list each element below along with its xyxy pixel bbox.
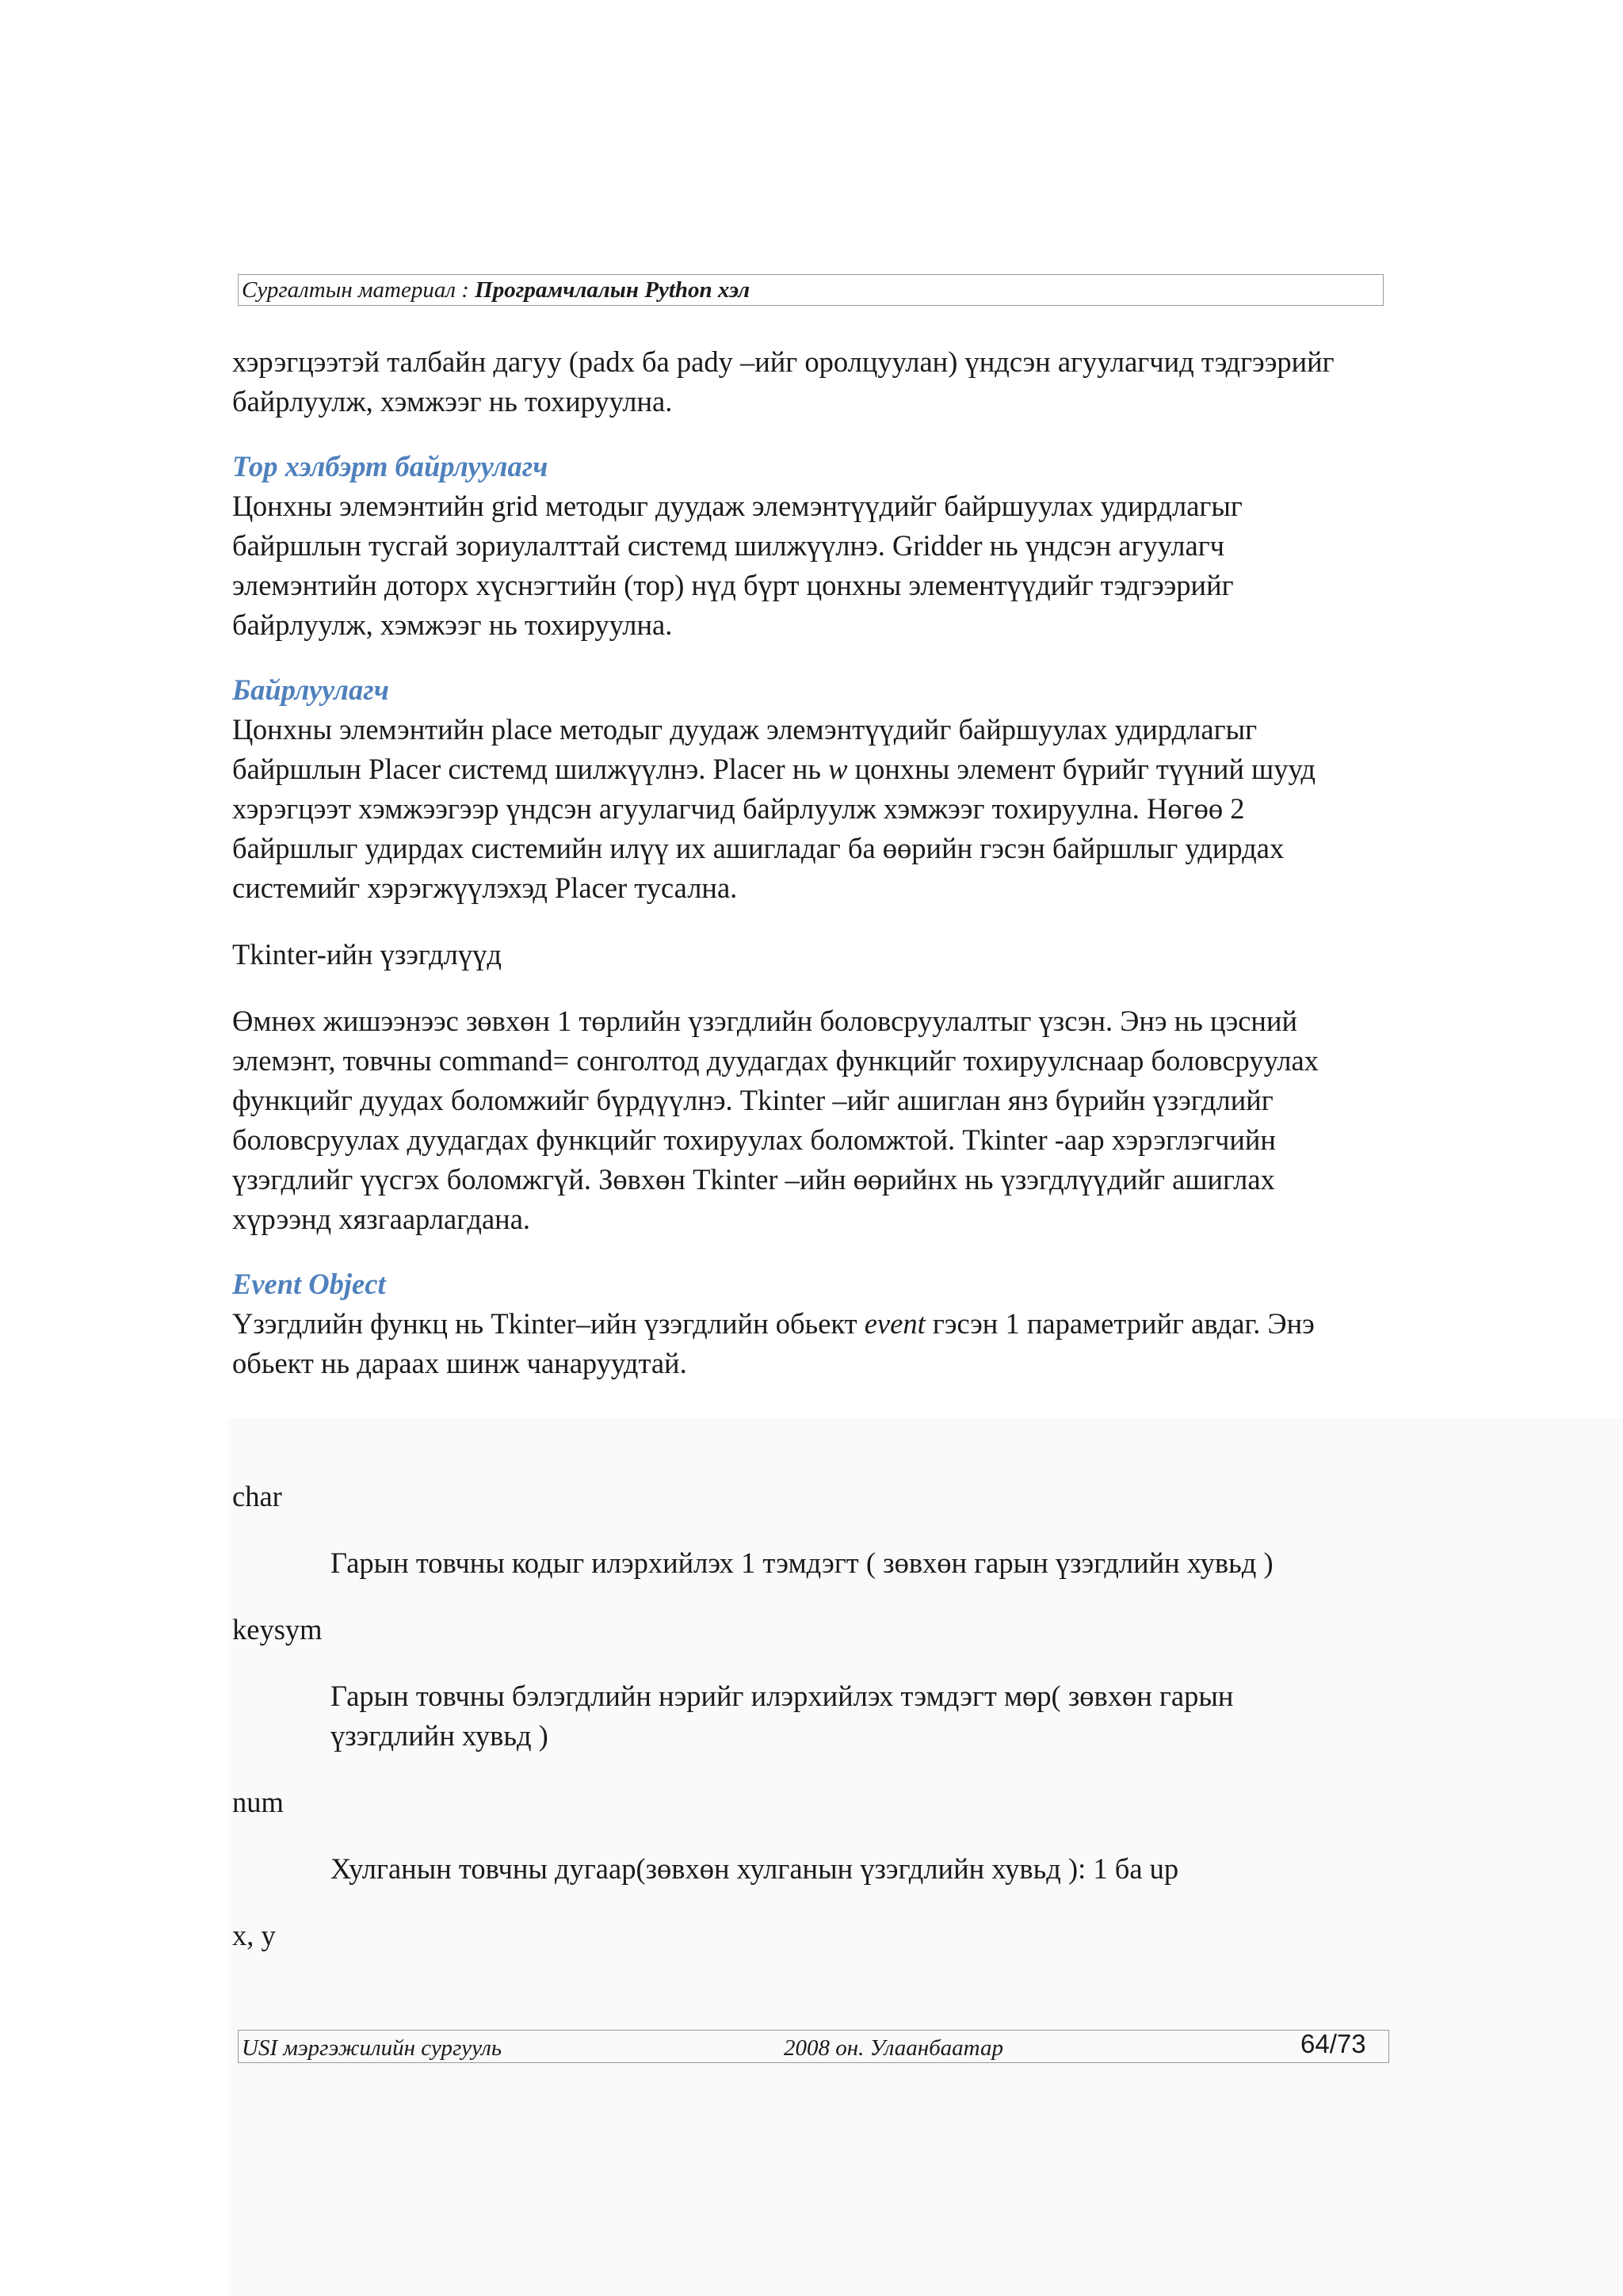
event-object-paragraph	[232, 1304, 1389, 1383]
footer-school: USI мэргэжилийн сургууль	[242, 2035, 502, 2061]
place-paragraph	[232, 710, 1389, 908]
text-line: байрлуулж, хэмжээг нь тохируулна.	[232, 385, 673, 418]
header-prefix: Сургалтын материал :	[242, 277, 475, 303]
text-line: Гарын товчны бэлэгдлийн нэрийг илэрхийлэх тэмдэгт мөр( зөвхөн гарын	[330, 1680, 1234, 1712]
events-title: Tkinter-ийн үзэгдлүүд	[232, 938, 502, 971]
text-line: цонхны элемент бүрийг түүний шууд	[847, 753, 1316, 785]
text-line: Үзэгдлийн функц нь Tkinter–ийн үзэгдлийн обьект	[232, 1307, 865, 1340]
document-body	[232, 342, 1389, 1955]
attribute-term: x, y	[232, 1919, 276, 1951]
text-line: гэсэн 1 параметрийг авдаг. Энэ	[925, 1307, 1315, 1340]
attribute-term: num	[232, 1786, 284, 1818]
header-title: Програмчлалын Python хэл	[475, 277, 750, 303]
text-line: системийг хэрэгжүүлэхэд Placer тусална.	[232, 871, 738, 904]
text-line: функцийг дуудах боломжийг бүрдүүлнэ. Tkinter –ийг ашиглан янз бүрийн үзэгдлийг	[232, 1084, 1274, 1116]
text-line: үзэгдлийг үүсгэх боломжгүй. Зөвхөн Tkinter –ийн өөрийнх нь үзэгдлүүдийг ашиглах	[232, 1163, 1275, 1196]
text-line: Өмнөх жишээнээс зөвхөн 1 төрлийн үзэгдлийн боловсруулалтыг үзсэн. Энэ нь цэсний	[232, 1005, 1298, 1037]
text-line: Цонхны элемэнтийн place методыг дуудаж элемэнтүүдийг байршуулах удирдлагыг	[232, 713, 1258, 746]
text-emphasis: w	[828, 753, 848, 785]
text-line: байршлын тусгай зориулалттай системд шилжүүлнэ. Gridder нь үндсэн агуулагч	[232, 529, 1225, 562]
text-line: үзэгдлийн хувьд )	[330, 1719, 548, 1752]
grid-paragraph	[232, 486, 1389, 645]
text-line: байршлыг удирдах системийн илүү их ашигладаг ба өөрийн гэсэн байршлыг удирдах	[232, 832, 1285, 864]
attribute-term: keysym	[232, 1613, 323, 1646]
footer-place-year: 2008 он. Улаанбаатар	[784, 2035, 1003, 2061]
page-number: 64/73	[1300, 2029, 1366, 2058]
text-line: боловсруулах дуудагдах функцийг тохируулах боломжтой. Tkinter -аар хэрэглэгчийн	[232, 1123, 1276, 1156]
attribute-definition: Хулганын товчны дугаар(зөвхөн хулганын үзэгдлийн хувьд ): 1 ба up	[330, 1852, 1179, 1885]
events-paragraph	[232, 1001, 1389, 1239]
attribute-term: char	[232, 1480, 282, 1512]
text-line: байрлуулж, хэмжээг нь тохируулна.	[232, 608, 673, 641]
text-line: хэрэгцээт хэмжээгээр үндсэн агуулагчид байрлуулж хэмжээг тохируулна. Нөгөө 2	[232, 792, 1245, 825]
attribute-definition	[232, 1676, 1389, 1756]
text-line: хүрээнд хязгаарлагдана.	[232, 1203, 531, 1235]
text-line: элемэнт, товчны command= сонголтод дуудагдах функцийг тохируулснаар боловсруулах	[232, 1044, 1319, 1077]
text-line: обьект нь дараах шинж чанаруудтай.	[232, 1347, 687, 1379]
section-heading-grid: Тор хэлбэрт байрлуулагч	[232, 450, 548, 482]
text-line: хэрэгцээтэй талбайн дагуу (padx ба pady –ийг оролцуулан) үндсэн агуулагчид тэдгээрийг	[232, 345, 1335, 378]
page-header	[238, 274, 1384, 306]
section-heading-place: Байрлуулагч	[232, 673, 389, 706]
page-footer	[238, 2030, 1389, 2063]
text-line: Цонхны элемэнтийн grid методыг дуудаж элемэнтүүдийг байршуулах удирдлагыг	[232, 490, 1243, 522]
text-emphasis: event	[864, 1307, 926, 1340]
intro-paragraph	[232, 342, 1389, 421]
attribute-definition: Гарын товчны кодыг илэрхийлэх 1 тэмдэгт ( зөвхөн гарын үзэгдлийн хувьд )	[330, 1547, 1274, 1579]
text-line: байршлын Placer системд шилжүүлнэ. Placer нь	[232, 753, 829, 785]
section-heading-event-object: Event Object	[232, 1268, 386, 1300]
text-line: элемэнтийн доторх хүснэгтийн (тор) нүд бүрт цонхны элементүүдийг тэдгээрийг	[232, 569, 1234, 601]
